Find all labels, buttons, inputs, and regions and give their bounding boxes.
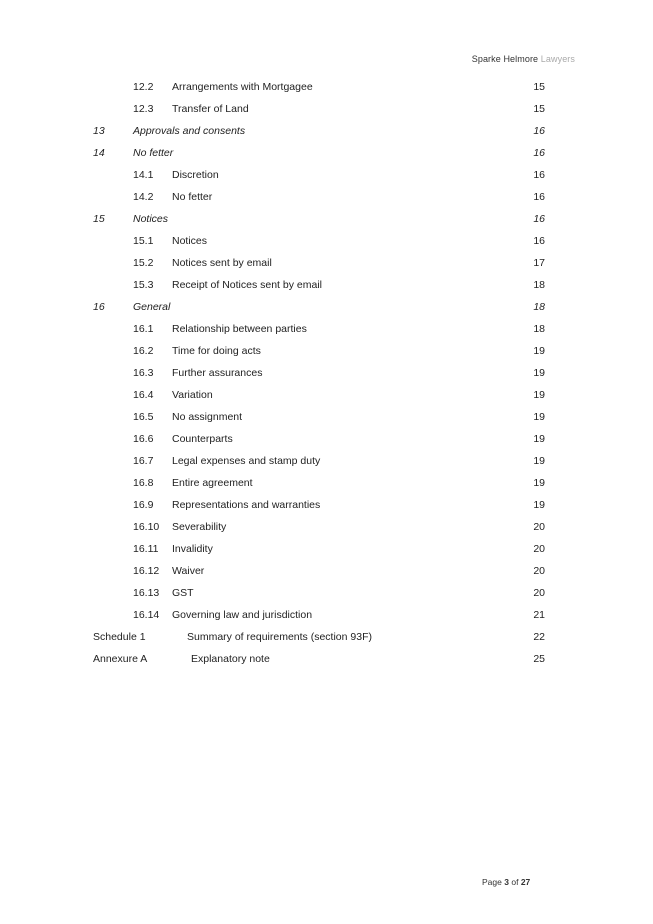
toc-entry-page: 20 (533, 543, 545, 555)
toc-entry-page: 18 (533, 279, 545, 291)
toc-entry-title: Further assurances (172, 367, 263, 379)
toc-entry-number: 16.11 (133, 543, 159, 555)
toc-entry-page: 19 (533, 477, 545, 489)
toc-entry-page: 16 (533, 213, 545, 225)
toc-entry-number: 16.7 (133, 455, 154, 467)
toc-entry-page: 18 (533, 301, 545, 313)
toc-entry-number: 16.9 (133, 499, 154, 511)
toc-entry-title: Invalidity (172, 543, 213, 555)
toc-entry-title: GST (172, 587, 194, 599)
toc-entry-title: Approvals and consents (133, 125, 246, 137)
toc-entry[interactable] (0, 630, 653, 644)
footer-current-page: 3 (504, 877, 509, 887)
toc-entry-title: General (133, 301, 171, 313)
toc-entry-title: Counterparts (172, 433, 233, 445)
toc-entry[interactable] (0, 124, 653, 138)
toc-entry[interactable] (0, 520, 653, 534)
toc-entry-number: 16.4 (133, 389, 154, 401)
toc-entry[interactable] (0, 410, 653, 424)
toc-entry-number: 15.1 (133, 235, 154, 247)
toc-entry-page: 19 (533, 455, 545, 467)
toc-entry-page: 16 (533, 125, 545, 137)
toc-entry[interactable] (0, 278, 653, 292)
toc-entry[interactable] (0, 476, 653, 490)
toc-entry-title: Discretion (172, 169, 219, 181)
toc-entry[interactable] (0, 190, 653, 204)
toc-entry-number: 16.5 (133, 411, 154, 423)
toc-entry-number: Schedule 1 (93, 631, 146, 643)
toc-entry[interactable] (0, 366, 653, 380)
toc-entry[interactable] (0, 388, 653, 402)
toc-entry-title: Notices sent by email (172, 257, 272, 269)
toc-entry-page: 15 (533, 81, 545, 93)
toc-entry-page: 19 (533, 389, 545, 401)
toc-entry-title: Relationship between parties (172, 323, 307, 335)
toc-entry-title: No fetter (133, 147, 174, 159)
toc-entry-page: 19 (533, 345, 545, 357)
toc-entry-number: 15 (93, 213, 105, 225)
toc-entry-title: Representations and warranties (172, 499, 321, 511)
toc-entry-title: Legal expenses and stamp duty (172, 455, 321, 467)
footer-total-pages: 27 (520, 877, 531, 887)
toc-entry[interactable] (0, 564, 653, 578)
toc-entry-number: 14.1 (133, 169, 154, 181)
toc-entry-page: 18 (533, 323, 545, 335)
toc-entry-title: Entire agreement (172, 477, 253, 489)
toc-entry-page: 22 (533, 631, 545, 643)
toc-entry-number: 15.2 (133, 257, 154, 269)
toc-entry-title: Time for doing acts (172, 345, 261, 357)
toc-entry-page: 16 (533, 147, 545, 159)
toc-entry[interactable] (0, 256, 653, 270)
toc-entry-number: 16.14 (133, 609, 160, 621)
toc-entry[interactable] (0, 322, 653, 336)
toc-entry-title: Variation (172, 389, 213, 401)
toc-entry[interactable] (0, 234, 653, 248)
firm-name: Sparke Helmore (471, 54, 539, 64)
toc-entry-title: Receipt of Notices sent by email (172, 279, 322, 291)
toc-entry[interactable] (0, 432, 653, 446)
toc-entry-title: Transfer of Land (172, 103, 249, 115)
toc-entry[interactable] (0, 542, 653, 556)
page-footer (482, 877, 530, 887)
toc-entry-number: 12.2 (133, 81, 154, 93)
toc-entry-page: 16 (533, 191, 545, 203)
toc-entry-number: 16.2 (133, 345, 154, 357)
toc-entry[interactable] (0, 586, 653, 600)
toc-entry-page: 20 (533, 521, 545, 533)
toc-entry-page: 15 (533, 103, 545, 115)
toc-entry-page: 20 (533, 565, 545, 577)
toc-entry-number: 16.10 (133, 521, 160, 533)
toc-entry[interactable] (0, 168, 653, 182)
toc-entry[interactable] (0, 608, 653, 622)
toc-entry-page: 19 (533, 411, 545, 423)
toc-entry-title: Notices (172, 235, 208, 247)
toc-entry-number: 16.8 (133, 477, 154, 489)
toc-entry[interactable] (0, 498, 653, 512)
toc-entry-title: No fetter (172, 191, 213, 203)
toc-entry-number: Annexure A (93, 653, 148, 665)
toc-entry-number: 16.13 (133, 587, 160, 599)
toc-entry-title: Waiver (172, 565, 205, 577)
toc-entry-title: No assignment (172, 411, 243, 423)
toc-entry-page: 20 (533, 587, 545, 599)
toc-entry-number: 16 (93, 301, 105, 313)
toc-entry-title: Summary of requirements (section 93F) (187, 631, 372, 643)
toc-entry-title: Explanatory note (191, 653, 270, 665)
toc-entry-number: 12.3 (133, 103, 154, 115)
toc-entry-title: Arrangements with Mortgagee (172, 81, 313, 93)
toc-entry-number: 16.3 (133, 367, 154, 379)
toc-entry-page: 16 (533, 235, 545, 247)
toc-entry-number: 16.6 (133, 433, 154, 445)
toc-entry-page: 21 (533, 609, 545, 621)
toc-entry[interactable] (0, 102, 653, 116)
toc-entry-title: Governing law and jurisdiction (172, 609, 313, 621)
toc-entry-page: 19 (533, 367, 545, 379)
toc-entry-number: 13 (93, 125, 105, 137)
footer-page-word: Page (482, 877, 502, 887)
toc-entry[interactable] (0, 300, 653, 314)
toc-entry-page: 19 (533, 499, 545, 511)
toc-entry-title: Severability (172, 521, 227, 533)
toc-entry-page: 17 (533, 257, 545, 269)
toc-entry-page: 25 (533, 653, 545, 665)
firm-suffix: Lawyers (540, 54, 575, 64)
toc-entry-title: Notices (133, 213, 169, 225)
toc-entry-number: 16.1 (133, 323, 154, 335)
toc-entry-number: 14 (93, 147, 105, 159)
toc-entry[interactable] (0, 454, 653, 468)
footer-of-word: of (511, 877, 519, 887)
toc-entry-number: 16.12 (133, 565, 160, 577)
toc-entry[interactable] (0, 212, 653, 226)
toc-entry[interactable] (0, 80, 653, 94)
toc-entry-page: 19 (533, 433, 545, 445)
toc-entry[interactable] (0, 146, 653, 160)
toc-entry-number: 14.2 (133, 191, 154, 203)
toc-entry[interactable] (0, 344, 653, 358)
toc-entry-number: 15.3 (133, 279, 154, 291)
toc-entry-page: 16 (533, 169, 545, 181)
toc-entry[interactable] (0, 652, 653, 666)
